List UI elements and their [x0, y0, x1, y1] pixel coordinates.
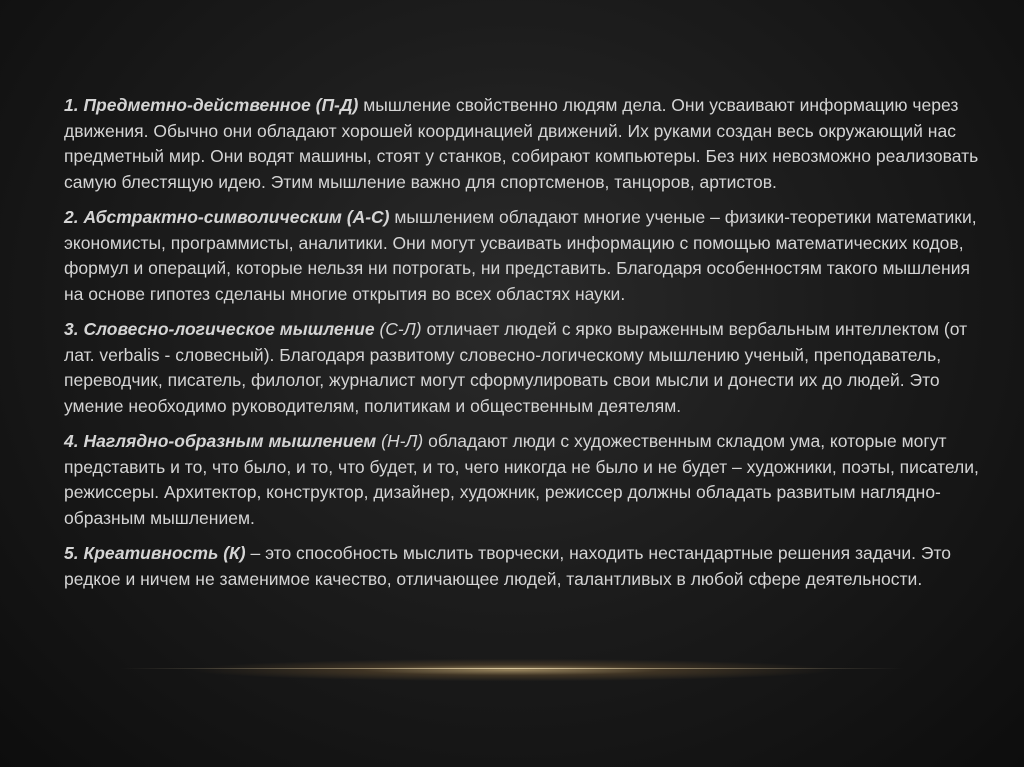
term-4-abbr: (Н-Л) — [376, 431, 424, 451]
paragraph-4-text: обладают люди с художественным складом ума, которые могут представить и то, что было, и то, что будет, и то, чего никогда не было и не будет – художники, поэты, писатели, режиссеры. Архитектор, конструктор, дизайнер, художник, режиссер должны обладать развитым наглядно-образным мышлением. — [64, 431, 979, 528]
paragraph-5 — [64, 541, 984, 592]
term-1: 1. Предметно-действенное (П-Д) — [64, 95, 359, 115]
paragraph-2 — [64, 205, 984, 307]
paragraph-1-text: мышление свойственно людям дела. Они усваивают информацию через движения. Обычно они обладают хорошей координацией движений. Их руками создан весь окружающий нас предметный мир. Они водят машины, стоят у станков, собирают компьютеры. Без них невозможно реализовать самую блестящую идею. Этим мышление важно для спортсменов, танцоров, артистов. — [64, 95, 979, 192]
paragraph-4 — [64, 429, 984, 531]
term-2: 2. Абстрактно-символическим (А-С) — [64, 207, 390, 227]
paragraph-3-text: отличает людей с ярко выраженным вербальным интеллектом (от лат. verbalis - словесный). Благодаря развитому словесно-логическому мышлению ученый, преподаватель, переводчик, писатель, филолог, журналист могут сформулировать свои мысли и донести их до людей. Это умение необходимо руководителям, политикам и общественным деятелям. — [64, 319, 968, 416]
paragraph-3 — [64, 317, 984, 419]
paragraph-2-text: мышлением обладают многие ученые – физики-теоретики математики, экономисты, программисты, аналитики. Они могут усваивать информацию с помощью математических кодов, формул и операций, которые нельзя ни потрогать, ни представить. Благодаря особенностям такого мышления на основе гипотез сделаны многие открытия во всех областях науки. — [64, 207, 977, 304]
paragraph-1 — [64, 93, 984, 195]
term-3: 3. Словесно-логическое мышление — [64, 319, 375, 339]
paragraph-5-text: – это способность мыслить творчески, находить нестандартные решения задачи. Это редкое и ничем не заменимое качество, отличающее людей, талантливых в любой сфере деятельности. — [64, 543, 951, 589]
term-3-abbr: (С-Л) — [374, 319, 422, 339]
decorative-glow-line — [120, 668, 904, 669]
slide-content — [64, 93, 984, 602]
term-5: 5. Креативность (К) — [64, 543, 246, 563]
decorative-glow — [0, 655, 1024, 685]
term-4: 4. Наглядно-образным мышлением — [64, 431, 377, 451]
